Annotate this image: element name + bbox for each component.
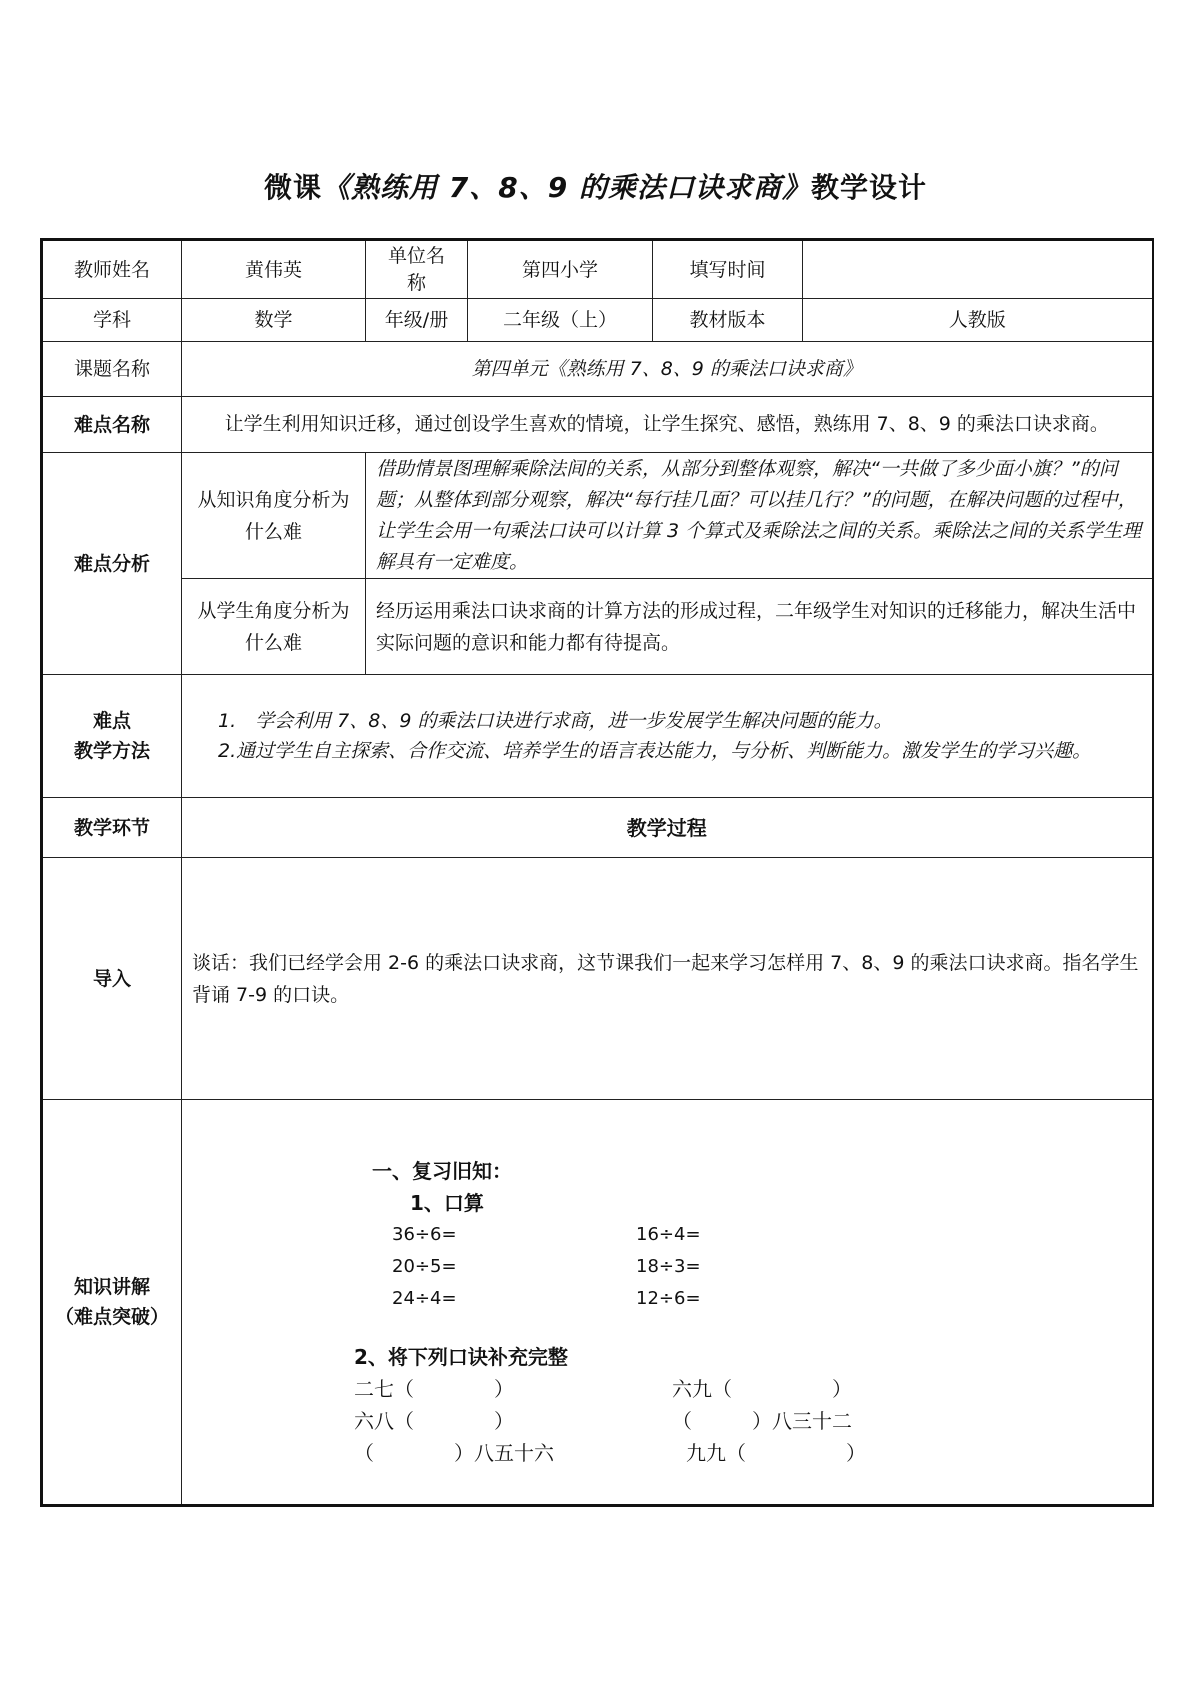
knowledge-angle-value: 借助情景图理解乘除法间的关系，从部分到整体观察，解决“一共做了多少面小旗？”的问题；从整体到部分观察，解决“每行挂几面？可以挂几行？”的问题，在解决问题的过程中，让学生会用一句乘法口诀可以计算 3 个算式及乘除法之间的关系。乘除法之间的关系学生理解具有一定难度。 <box>366 453 1153 579</box>
fill-item: 六八（ ） <box>354 1409 514 1433</box>
page-title <box>0 166 1191 206</box>
fill-item: 六九（ ） <box>672 1377 852 1401</box>
method-item-2: 2.通过学生自主探索、合作交流、培养学生的语言表达能力，与分析、判断能力。激发学生的学习兴趣。 <box>218 740 1092 762</box>
method-list <box>182 675 1153 798</box>
knowledge-angle-label: 从知识角度分析为什么难 <box>182 453 366 579</box>
knowledge-label-line-2: （难点突破） <box>54 1306 169 1328</box>
title-prefix: 微课 <box>264 171 323 204</box>
table-row <box>42 858 1153 1100</box>
title-suffix: 教学设计 <box>810 171 927 204</box>
method-label-line-2: 教学方法 <box>73 740 150 762</box>
title-italic: 《熟练用 7、8、9 的乘法口诀求商》 <box>322 171 811 204</box>
teacher-label: 教师姓名 <box>42 240 182 299</box>
process-header: 教学过程 <box>182 798 1153 858</box>
knowledge-label <box>42 1100 182 1506</box>
intro-label: 导入 <box>42 858 182 1100</box>
fill-row-3 <box>354 1437 1142 1469</box>
unit-value: 第四小学 <box>468 240 653 299</box>
fill-title: 2、将下列口诀补充完整 <box>354 1345 568 1369</box>
intro-text: 谈话：我们已经学会用 2-6 的乘法口诀求商，这节课我们一起来学习怎样用 7、8、9 的乘法口诀求商。指名学生背诵 7-9 的口诀。 <box>182 858 1153 1100</box>
table-row <box>42 453 1153 579</box>
review-block <box>192 1135 1142 1469</box>
fill-item: （ ）八五十六 <box>354 1441 554 1465</box>
grade-label: 年级/册 <box>366 299 468 342</box>
table-row <box>42 342 1153 397</box>
oral-item: 12÷6= <box>636 1288 701 1309</box>
time-value <box>803 240 1153 299</box>
unit-label: 单位名称 <box>366 240 468 299</box>
table-row <box>42 240 1153 299</box>
stage-header: 教学环节 <box>42 798 182 858</box>
difficulty-name-label: 难点名称 <box>42 397 182 453</box>
table-row <box>42 1100 1153 1506</box>
review-title: 一、复习旧知： <box>372 1159 512 1183</box>
topic-value: 第四单元《熟练用 7、8、9 的乘法口诀求商》 <box>182 342 1153 397</box>
oral-item: 16÷4= <box>636 1224 701 1245</box>
knowledge-content <box>182 1100 1153 1506</box>
table-row <box>42 675 1153 798</box>
table-row <box>42 397 1153 453</box>
oral-item: 20÷5= <box>392 1256 457 1277</box>
knowledge-label-line-1: 知识讲解 <box>73 1276 150 1298</box>
time-label: 填写时间 <box>653 240 803 299</box>
fill-item: 二七（ ） <box>354 1377 514 1401</box>
oral-item: 24÷4= <box>392 1288 457 1309</box>
difficulty-name-value: 让学生利用知识迁移，通过创设学生喜欢的情境，让学生探究、感悟，熟练用 7、8、9 的乘法口诀求商。 <box>182 397 1153 453</box>
lesson-design-table <box>40 238 1154 1507</box>
table-row <box>42 798 1153 858</box>
edition-value: 人教版 <box>803 299 1153 342</box>
oral-title: 1、口算 <box>410 1191 484 1215</box>
edition-label: 教材版本 <box>653 299 803 342</box>
topic-label: 课题名称 <box>42 342 182 397</box>
fill-row-2 <box>354 1405 1142 1437</box>
oral-row-1 <box>372 1219 1142 1251</box>
oral-row-3 <box>372 1283 1142 1315</box>
difficulty-analysis-label: 难点分析 <box>42 453 182 675</box>
oral-row-2 <box>372 1251 1142 1283</box>
student-angle-label: 从学生角度分析为什么难 <box>182 579 366 675</box>
table-row <box>42 579 1153 675</box>
oral-item: 36÷6= <box>392 1224 457 1245</box>
method-item-1: 1. 学会利用 7、8、9 的乘法口诀进行求商，进一步发展学生解决问题的能力。 <box>218 710 893 732</box>
fill-item: （ ）八三十二 <box>672 1409 852 1433</box>
subject-label: 学科 <box>42 299 182 342</box>
subject-value: 数学 <box>182 299 366 342</box>
grade-value: 二年级（上） <box>468 299 653 342</box>
student-angle-value: 经历运用乘法口诀求商的计算方法的形成过程，二年级学生对知识的迁移能力，解决生活中实际问题的意识和能力都有待提高。 <box>366 579 1153 675</box>
oral-item: 18÷3= <box>636 1256 701 1277</box>
table-row <box>42 299 1153 342</box>
method-label <box>42 675 182 798</box>
method-label-line-1: 难点 <box>92 710 131 732</box>
teacher-value: 黄伟英 <box>182 240 366 299</box>
fill-item: 九九（ ） <box>686 1441 866 1465</box>
fill-row-1 <box>354 1373 1142 1405</box>
